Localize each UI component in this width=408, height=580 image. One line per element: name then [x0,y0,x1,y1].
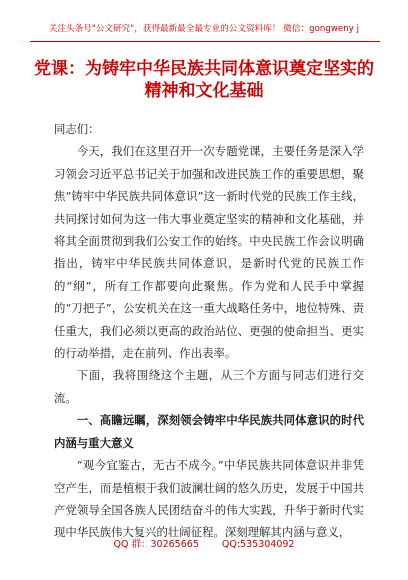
document-body [54,118,364,544]
footer [0,536,408,550]
footer-qq-group: QQ 群：30265665 [113,539,199,550]
header-divider [30,41,380,42]
document-title: 党课：为铸牢中华民族共同体意识奠定坚实的精神和文化基础 [34,59,374,101]
greeting: 同志们： [54,122,100,136]
footer-qq-number: QQ:535304092 [221,539,295,550]
outline-paragraph: 下面，我将围绕这个主题，从三个方面与同志们进行交流。 [54,368,364,405]
section-paragraph: “观今宜鉴古，无古不成今。”中华民族共同体意识并非凭空产生，而是植根于我们波澜壮阔的悠久历史，发展于中国共产党领导全国各族人民团结奋斗的伟大实践，升华于新时代实现中华民族伟大复兴的壮阔征程。深刻理解其内涵与意义， [54,458,364,540]
intro-paragraph: 今天，我们在这里召开一次专题党课，主要任务是深入学习领会习近平总书记关于加强和改进民族工作的重要思想，聚焦“铸牢中华民族共同体意识”这一新时代党的民族工作主线，共同探讨如何为这一伟大事业奠定坚实的精神和文化基础，并将其全面贯彻到我们公安工作的始终。中央民族工作会议明确指出，铸牢中华民族共同体意识，是新时代党的民族工作的“纲”，所有工作都要向此聚焦。作为党和人民手中掌握的“刀把子”，公安机关在这一重大战略任务中，地位特殊、责任重大，我们必须以更高的政治站位、更强的使命担当、更实的行动举措，走在前列、作出表率。 [54,144,364,361]
section-heading: 一、高瞻远瞩，深刻领会铸牢中华民族共同体意识的时代内涵与重大意义 [54,413,364,450]
header-banner: 关注头条号"公文研究"，获得最新最全最专业的公文资料库！ 微信：gongweny j [48,24,360,34]
